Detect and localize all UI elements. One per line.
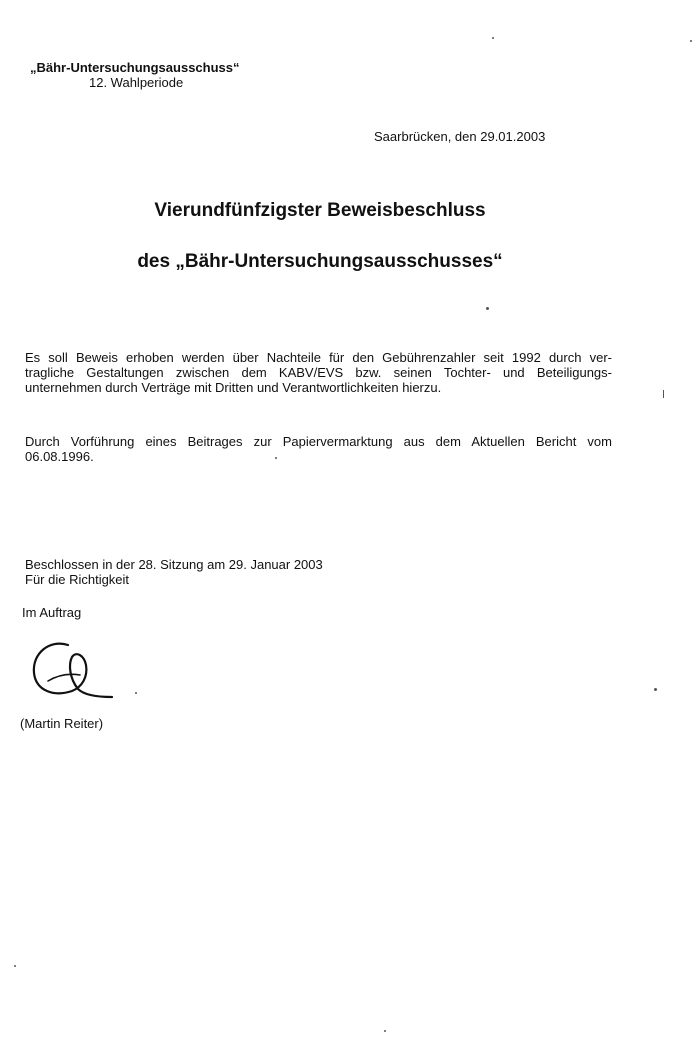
method-paragraph	[25, 434, 612, 464]
signer-name: (Martin Reiter)	[20, 716, 104, 731]
document-title: Vierundfünfzigster Beweisbeschluss	[154, 200, 486, 221]
scan-speck	[275, 457, 277, 459]
scan-speck	[663, 390, 664, 398]
place-and-date: Saarbrücken, den 29.01.2003	[374, 129, 546, 144]
scan-speck	[135, 692, 137, 694]
evidence-paragraph	[25, 350, 612, 395]
scan-speck	[690, 40, 692, 42]
scan-speck	[654, 688, 657, 691]
handwritten-signature	[28, 635, 118, 705]
scan-speck	[492, 37, 494, 39]
on-behalf-note: Im Auftrag	[22, 605, 82, 620]
scan-speck	[486, 307, 489, 310]
document-subtitle: des „Bähr-Untersuchungsausschusses“	[137, 251, 503, 272]
scan-speck	[384, 1030, 386, 1032]
committee-name: „Bähr-Untersuchungsausschuss“	[30, 60, 240, 75]
scan-speck	[14, 965, 16, 967]
certification-note: Für die Richtigkeit	[25, 572, 130, 587]
paragraph-line: Durch Vorführung eines Beitrages zur Papiervermarktung aus dem Aktuellen Bericht vom	[25, 434, 612, 449]
paragraph-line: tragliche Gestaltungen zwischen dem KABV/EVS bzw. seinen Tochter- und Beteiligungs-	[25, 365, 612, 380]
paragraph-line: Es soll Beweis erhoben werden über Nachteile für den Gebührenzahler seit 1992 durch ver-	[25, 350, 612, 365]
paragraph-line: 06.08.1996.	[25, 449, 94, 464]
paragraph-line: unternehmen durch Verträge mit Dritten und Verantwortlichkeiten hierzu.	[25, 380, 442, 395]
legislative-period: 12. Wahlperiode	[89, 75, 184, 90]
resolution-note: Beschlossen in der 28. Sitzung am 29. Januar 2003	[25, 557, 323, 572]
